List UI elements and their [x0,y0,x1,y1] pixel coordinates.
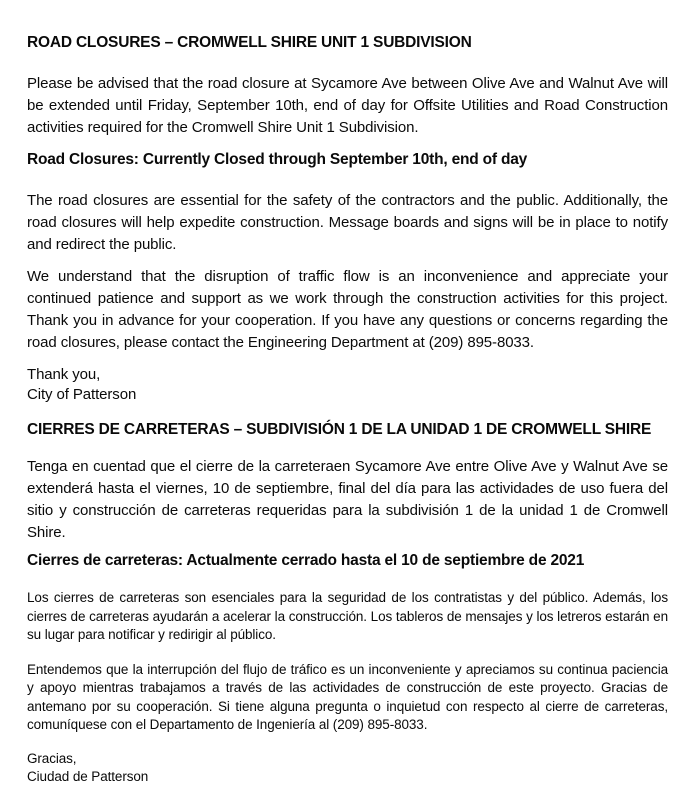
spanish-notice-title: CIERRES DE CARRETERAS – SUBDIVISIÓN 1 DE LA UNIDAD 1 DE CROMWELL SHIRE [27,421,652,438]
spanish-signature-line: Ciudad de Patterson [27,768,149,784]
spanish-intro-paragraph: Tenga en cuentad que el cierre de la carreteraen Sycamore Ave entre Olive Ave y Walnut Ave se extenderá hasta el viernes, 10 de septiembre, final del día para las actividades de uso fuera del sitio y construcción de carreteras requeridas para la subdivisión 1 de la unidad 1 de Cromwell Shire. [27,458,668,541]
spanish-apology-paragraph: Entendemos que la interrupción del flujo de tráfico es un inconveniente y apreciamos su continua paciencia y apoyo mientras trabajamos a través de las actividades de construcción de este proyecto. Gracias de antemano por su cooperación. Si tiene alguna pregunta o inquietud con respecto al cierre de carreteras, comuníquese con el Departamento de Ingeniería al (209) 895-8033. [27,661,668,732]
english-apology-paragraph: We understand that the disruption of traffic flow is an inconvenience and appreciate your continued patience and support as we work through the construction activities for this project. Thank you in advance for your cooperation. If you have any questions or concerns regarding the road closures, please contact the Engineering Department at (209) 895-8033. [27,268,668,351]
english-notice-title: ROAD CLOSURES – CROMWELL SHIRE UNIT 1 SUBDIVISION [27,34,472,51]
spanish-signoff-block [27,750,668,786]
english-signature-line: City of Patterson [27,386,137,403]
english-signoff-block [27,365,668,405]
english-intro-paragraph: Please be advised that the road closure at Sycamore Ave between Olive Ave and Walnut Ave will be extended until Friday, September 10th, end of day for Offsite Utilities and Road Construction activities required for the Cromwell Shire Unit 1 Subdivision. [27,75,668,136]
spanish-safety-paragraph: Los cierres de carreteras son esenciales para la seguridad de los contratistas y del público. Además, los cierres de carreteras ayudarán a acelerar la construcción. Los tableros de mensajes y los letreros estarán en su lugar para notificar y redirigir al público. [27,590,668,642]
english-safety-paragraph: The road closures are essential for the safety of the contractors and the public. Additionally, the road closures will help expedite construction. Message boards and signs will be in place to notify and redirect the public. [27,192,668,253]
english-signoff-line: Thank you, [27,366,101,383]
spanish-signoff-line: Gracias, [27,750,77,766]
spanish-closure-status-heading: Cierres de carreteras: Actualmente cerrado hasta el 10 de septiembre de 2021 [27,552,585,569]
english-closure-status-heading: Road Closures: Currently Closed through September 10th, end of day [27,151,528,168]
